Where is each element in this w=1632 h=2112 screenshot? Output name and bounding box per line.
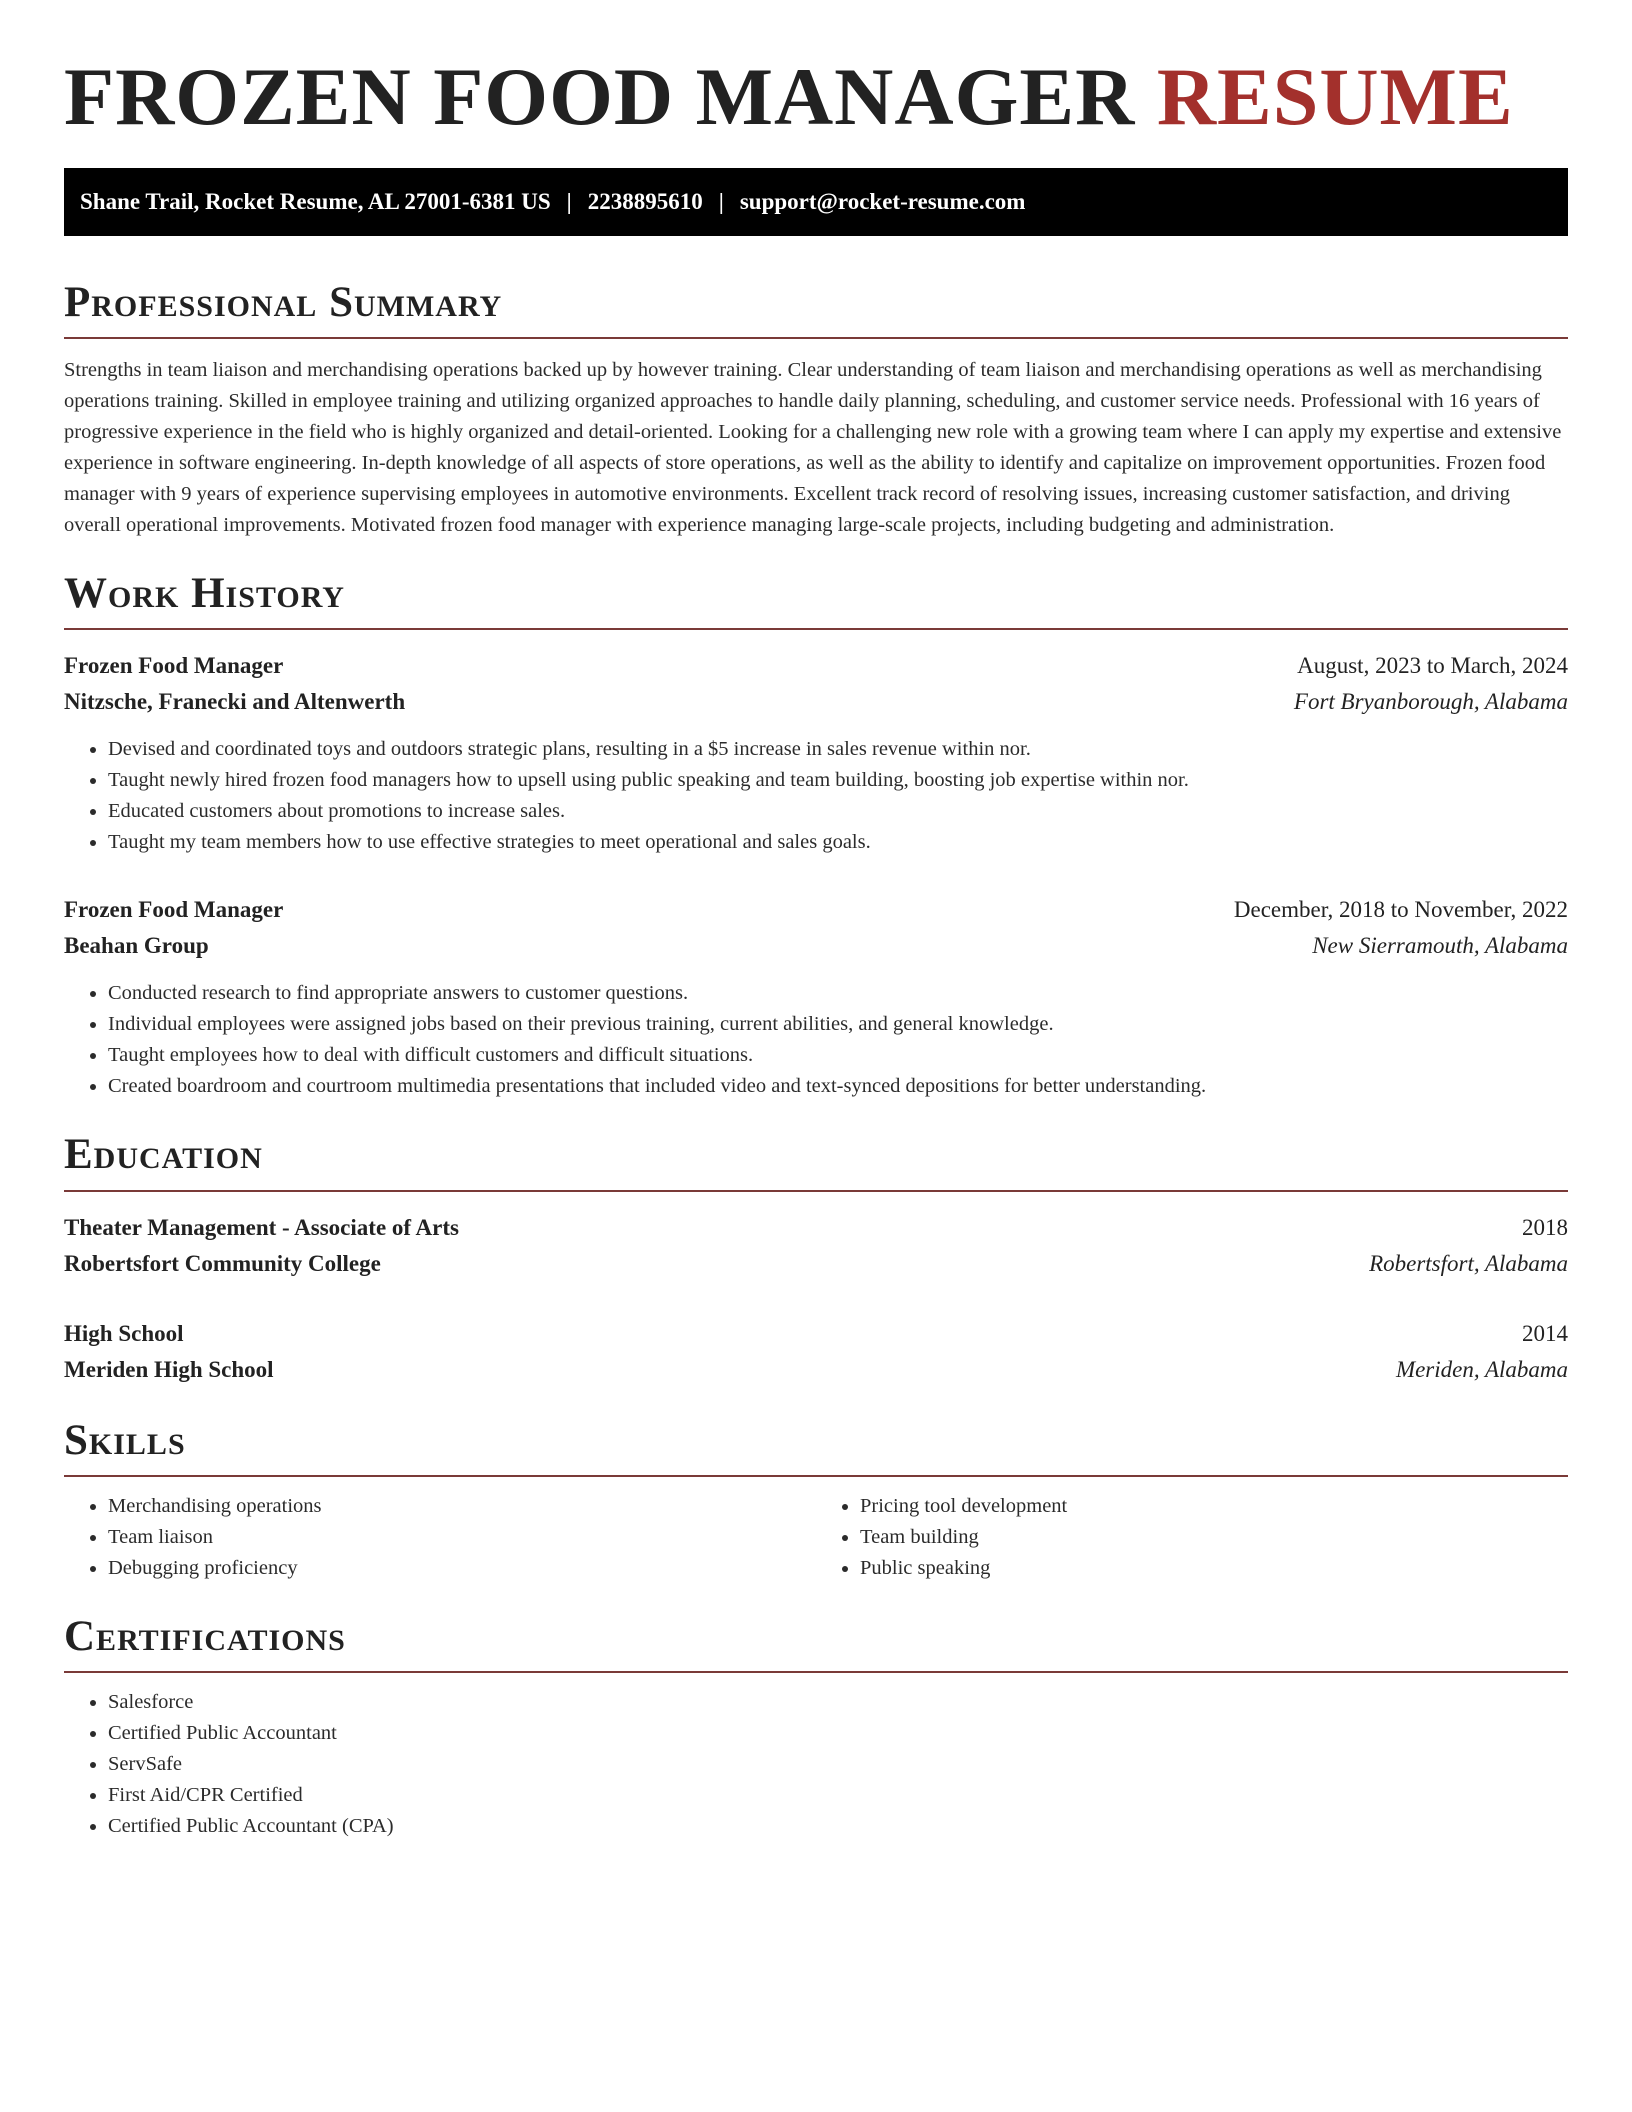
job-bullet: • Created boardroom and courtroom multimedia presentations that included video and text-synced depositions for better understanding.: [108, 1071, 1568, 1102]
job-title: Frozen Food Manager: [64, 653, 284, 679]
job-entry: [64, 648, 1568, 858]
contact-address: Shane Trail, Rocket Resume, AL 27001-6381 US: [80, 189, 551, 215]
job-bullet: • Devised and coordinated toys and outdoors strategic plans, resulting in a $5 increase in sales revenue within nor.: [108, 734, 1568, 765]
certification-item: • Salesforce: [108, 1687, 1568, 1718]
education-heading: Education: [64, 1132, 1568, 1191]
job-bullets: [64, 734, 1568, 858]
skill-item: • Debugging proficiency: [108, 1553, 816, 1584]
education-year: 2014: [1522, 1320, 1568, 1346]
contact-email: support@rocket-resume.com: [739, 189, 1026, 215]
contact-separator: |: [718, 189, 724, 215]
certifications-list: [64, 1687, 1568, 1842]
job-company-row: [64, 928, 1568, 964]
certifications-heading: Certifications: [64, 1614, 1568, 1673]
skills-column-left: [64, 1491, 816, 1584]
job-bullet: • Educated customers about promotions to increase sales.: [108, 796, 1568, 827]
skill-item: • Team building: [860, 1522, 1568, 1553]
job-title: Frozen Food Manager: [64, 897, 284, 923]
education-entry: [64, 1316, 1568, 1388]
job-bullet: • Taught newly hired frozen food managers how to upsell using public speaking and team building, boosting job expertise within nor.: [108, 765, 1568, 796]
education-school: Robertsfort Community College: [64, 1250, 381, 1276]
title-accent: RESUME: [1156, 51, 1514, 142]
title-main: FROZEN FOOD MANAGER: [64, 51, 1136, 142]
certification-item: • ServSafe: [108, 1749, 1568, 1780]
job-bullet: • Taught employees how to deal with difficult customers and difficult situations.: [108, 1040, 1568, 1071]
certifications-section: [64, 1614, 1568, 1842]
skills-heading: Skills: [64, 1418, 1568, 1477]
skill-item: • Team liaison: [108, 1522, 816, 1553]
skills-grid: [64, 1491, 1568, 1584]
certification-item: • Certified Public Accountant: [108, 1718, 1568, 1749]
job-bullet: • Taught my team members how to use effective strategies to meet operational and sales goals.: [108, 827, 1568, 858]
summary-section: [64, 280, 1568, 541]
education-location: Meriden, Alabama: [1395, 1356, 1568, 1382]
job-bullet: • Conducted research to find appropriate answers to customer questions.: [108, 978, 1568, 1009]
education-degree-row: [64, 1210, 1568, 1246]
job-dates: August, 2023 to March, 2024: [1297, 653, 1568, 679]
resume-title: [64, 52, 1568, 142]
contact-phone: 2238895610: [587, 189, 703, 215]
education-school-row: [64, 1352, 1568, 1388]
skills-section: [64, 1418, 1568, 1584]
education-section: [64, 1132, 1568, 1387]
job-location: New Sierramouth, Alabama: [1312, 933, 1568, 959]
education-school: Meriden High School: [64, 1356, 274, 1382]
job-company: Nitzsche, Franecki and Altenwerth: [64, 689, 406, 715]
education-degree: High School: [64, 1320, 184, 1346]
education-entry: [64, 1210, 1568, 1282]
job-company-row: [64, 684, 1568, 720]
skills-column-right: [816, 1491, 1568, 1584]
education-location: Robertsfort, Alabama: [1369, 1250, 1568, 1276]
work-history-heading: Work History: [64, 571, 1568, 630]
skill-item: • Pricing tool development: [860, 1491, 1568, 1522]
job-location: Fort Bryanborough, Alabama: [1293, 689, 1568, 715]
job-bullet: • Individual employees were assigned jobs based on their previous training, current abilities, and general knowledge.: [108, 1009, 1568, 1040]
education-degree-row: [64, 1316, 1568, 1352]
job-company: Beahan Group: [64, 933, 209, 959]
skill-item: • Public speaking: [860, 1553, 1568, 1584]
job-bullets: [64, 978, 1568, 1102]
job-dates: December, 2018 to November, 2022: [1233, 897, 1568, 923]
education-year: 2018: [1522, 1214, 1568, 1240]
education-degree: Theater Management - Associate of Arts: [64, 1214, 459, 1240]
contact-bar: [64, 168, 1568, 236]
job-entry: [64, 892, 1568, 1102]
certification-item: • Certified Public Accountant (CPA): [108, 1811, 1568, 1842]
contact-separator: |: [566, 189, 572, 215]
certification-item: • First Aid/CPR Certified: [108, 1780, 1568, 1811]
skill-item: • Merchandising operations: [108, 1491, 816, 1522]
job-title-row: [64, 648, 1568, 684]
summary-text: Strengths in team liaison and merchandising operations backed up by however training. Clear understanding of team liaison and merchandising operations as well as merchandising operations training. Skilled in employee training and utilizing organized approaches to handle daily planning, scheduling, and customer service needs. Professional with 16 years of progressive experience in the field who is highly organized and detail-oriented. Looking for a challenging new role with a growing team where I can apply my expertise and extensive experience in software engineering. In-depth knowledge of all aspects of store operations, as well as the ability to identify and capitalize on improvement opportunities. Frozen food manager with 9 years of experience supervising employees in automotive environments. Excellent track record of resolving issues, increasing customer satisfaction, and driving overall operational improvements. Motivated frozen food manager with experience managing large-scale projects, including budgeting and administration.: [64, 359, 1562, 537]
summary-heading: Professional Summary: [64, 280, 1568, 339]
work-history-section: [64, 571, 1568, 1102]
job-title-row: [64, 892, 1568, 928]
education-school-row: [64, 1246, 1568, 1282]
